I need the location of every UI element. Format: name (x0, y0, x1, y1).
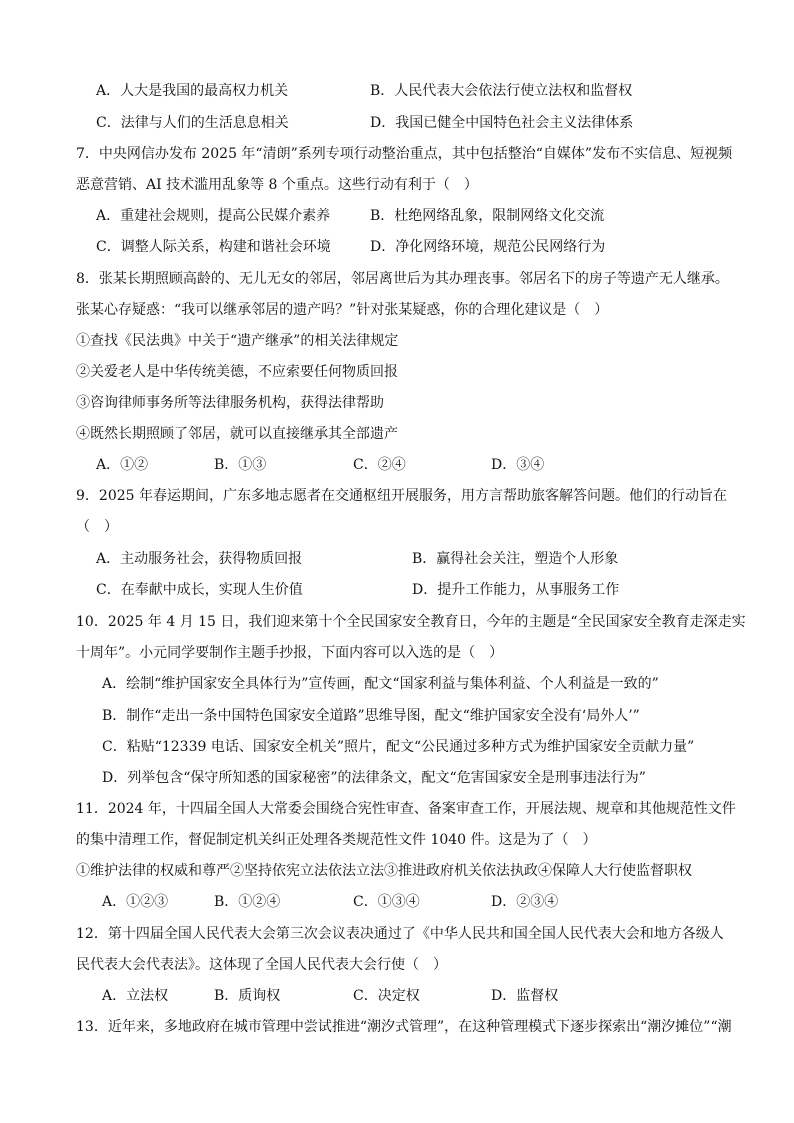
q6-option-d: D．我国已健全中国特色社会主义法律体系 (370, 115, 634, 131)
q12-option-b: B．质询权 (214, 988, 281, 1004)
q8-option-a: A．①② (96, 457, 149, 473)
q9-option-d: D．提升工作能力，从事服务工作 (412, 582, 620, 598)
q8-item-3: ③咨询律师事务所等法律服务机构，获得法律帮助 (76, 395, 384, 411)
q7-option-c: C．调整人际关系，构建和谐社会环境 (96, 239, 331, 255)
q13-stem-line-1: 13．近年来，多地政府在城市管理中尝试推进“潮汐式管理”，在这种管理模式下逐步探索出“潮汐摊位”“潮 (76, 1019, 732, 1035)
q11-items: ①维护法律的权威和尊严②坚持依宪立法依法立法③推进政府机关依法执政④保障人大行使监督职权 (76, 863, 692, 879)
q11-stem-line-1: 11．2024 年，十四届全国人大常委会围绕合宪性审查、备案审查工作，开展法规、规章和其他规范性文件 (76, 801, 736, 817)
q7-stem-line-1: 7．中央网信办发布 2025 年“清朗”系列专项行动整治重点，其中包括整治“自媒体”发布不实信息、短视频 (76, 146, 733, 162)
q8-option-b: B．①③ (214, 457, 267, 473)
q8-item-1: ①查找《民法典》中关于“遗产继承”的相关法律规定 (76, 333, 399, 349)
q12-option-d: D．监督权 (491, 988, 559, 1004)
q10-option-b: B．制作“走出一条中国特色国家安全道路”思维导图，配文“维护国家安全没有‘局外人’” (102, 708, 640, 724)
q10-stem-line-1: 10．2025 年 4 月 15 日，我们迎来第十个全民国家安全教育日，今年的主题是“全民国家安全教育走深走实 (76, 614, 746, 630)
q11-option-a: A．①②③ (102, 894, 169, 910)
q12-option-a: A．立法权 (102, 988, 169, 1004)
q9-option-b: B．赢得社会关注，塑造个人形象 (412, 551, 619, 567)
q10-option-c: C．粘贴“12339 电话、国家安全机关”照片，配文“公民通过多种方式为维护国家安全贡献力量” (102, 739, 695, 755)
q6-option-a: A．人大是我国的最高权力机关 (96, 83, 289, 99)
q7-option-a: A．重建社会规则，提高公民媒介素养 (96, 208, 331, 224)
q6-option-b: B．人民代表大会依法行使立法权和监督权 (370, 83, 633, 99)
q9-stem-line-2: （ ） (76, 519, 118, 535)
q11-option-d: D．②③④ (491, 894, 559, 910)
q9-stem-line-1: 9．2025 年春运期间，广东多地志愿者在交通枢纽开展服务，用方言帮助旅客解答问题。他们的行动旨在 (76, 488, 727, 504)
q10-stem-line-2: 十周年”。小元同学要制作主题手抄报，下面内容可以入选的是（ ） (76, 645, 504, 661)
q8-option-d: D．③④ (491, 457, 545, 473)
q12-option-c: C．决定权 (353, 988, 420, 1004)
q8-item-4: ④既然长期照顾了邻居，就可以直接继承其全部遗产 (76, 426, 398, 442)
q12-stem-line-2: 民代表大会代表法》。这体现了全国人民代表大会行使（ ） (76, 957, 447, 973)
q11-option-b: B．①②④ (214, 894, 281, 910)
q7-stem-line-2: 恶意营销、AI 技术滥用乱象等 8 个重点。这些行动有利于（ ） (76, 177, 478, 193)
q8-option-c: C．②④ (353, 457, 406, 473)
q8-stem-line-1: 8．张某长期照顾高龄的、无儿无女的邻居，邻居离世后为其办理丧事。邻居名下的房子等遗产无人继承。 (76, 271, 729, 287)
q12-stem-line-1: 12．第十四届全国人民代表大会第三次会议表决通过了《中华人民共和国全国人民代表大会和地方各级人 (76, 926, 724, 942)
q10-option-d: D．列举包含“保守所知悉的国家秘密”的法律条文，配文“危害国家安全是刑事违法行为” (102, 770, 646, 786)
q7-option-b: B．杜绝网络乱象，限制网络文化交流 (370, 208, 605, 224)
q10-option-a: A．绘制“维护国家安全具体行为”宣传画，配文“国家利益与集体利益、个人利益是一致的” (102, 676, 659, 692)
q7-option-d: D．净化网络环境，规范公民网络行为 (370, 239, 606, 255)
q9-option-a: A．主动服务社会，获得物质回报 (96, 551, 303, 567)
q8-item-2: ②关爱老人是中华传统美德，不应索要任何物质回报 (76, 364, 398, 380)
q11-option-c: C．①③④ (353, 894, 420, 910)
q9-option-c: C．在奉献中成长，实现人生价值 (96, 582, 303, 598)
q11-stem-line-2: 的集中清理工作，督促制定机关纠正处理各类规范性文件 1040 件。这是为了（ ） (76, 832, 597, 848)
q6-option-c: C．法律与人们的生活息息相关 (96, 115, 289, 131)
q8-stem-line-2: 张某心存疑惑：“我可以继承邻居的遗产吗？”针对张某疑惑，你的合理化建议是（ ） (76, 302, 609, 318)
